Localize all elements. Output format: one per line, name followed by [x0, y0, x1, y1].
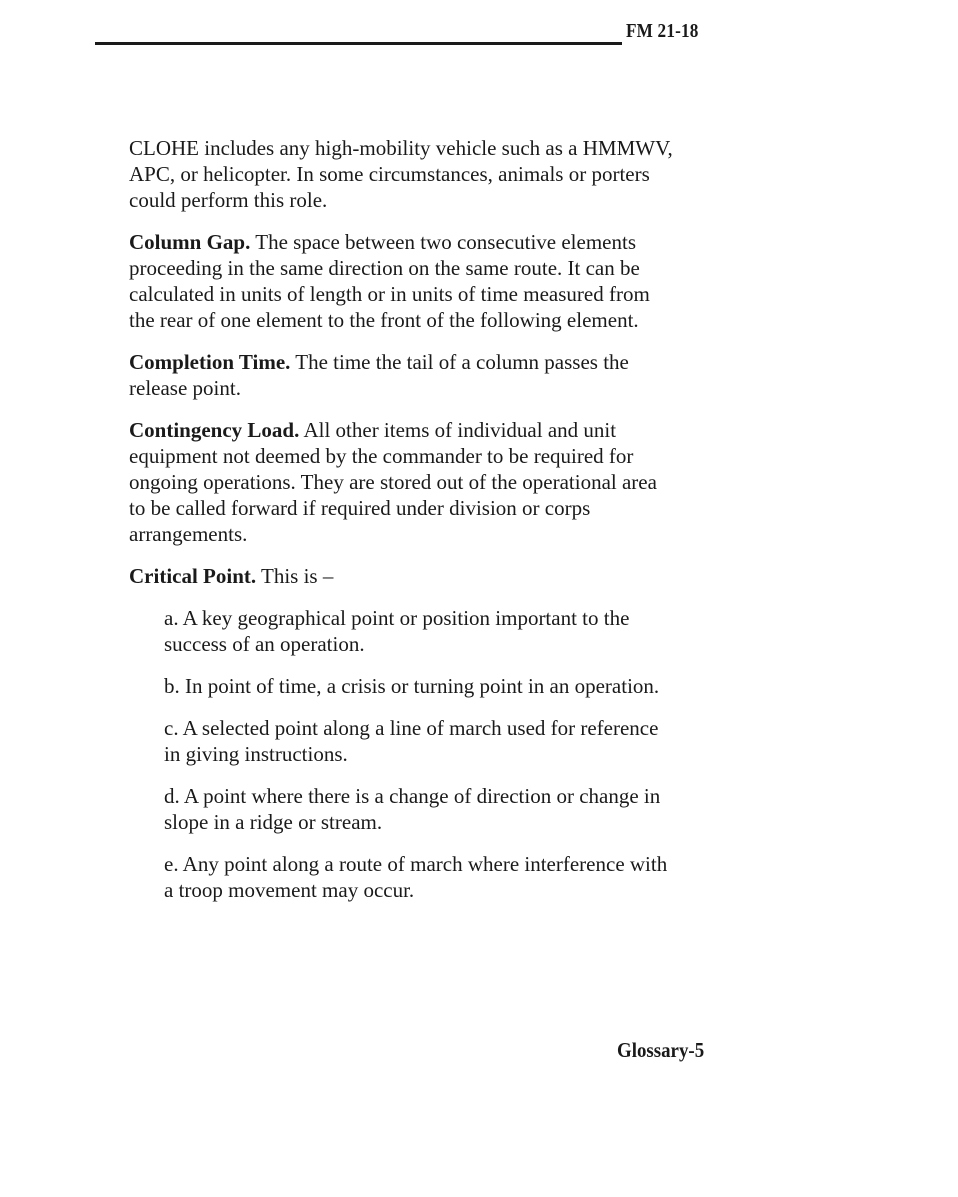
critical-point-item-c: c. A selected point along a line of march used for reference in giving instructions.: [164, 716, 659, 766]
entry-term: Column Gap.: [129, 230, 251, 254]
entry-text: All other items of individual and unit equipment not deemed by the commander to be required for ongoing operations. They are stored out of the operational area to be called forward if required under division or corps arrangements.: [129, 418, 657, 546]
entry-term: Critical Point.: [129, 564, 257, 588]
glossary-entry-clohe-continued: [129, 135, 674, 213]
entry-text: CLOHE includes any high-mobility vehicle such as a HMMWV, APC, or helicopter. In some circumstances, animals or porters could perform this role.: [129, 136, 673, 212]
critical-point-item-d: d. A point where there is a change of direction or change in slope in a ridge or stream.: [164, 784, 661, 834]
glossary-entry-critical-point: [129, 563, 674, 589]
glossary-entry-contingency-load: [129, 417, 674, 547]
critical-point-item-e: e. Any point along a route of march where interference with a troop movement may occur.: [164, 852, 668, 902]
entry-term: Contingency Load.: [129, 418, 300, 442]
glossary-content: [129, 135, 674, 919]
critical-point-item-a: a. A key geographical point or position important to the success of an operation.: [164, 606, 630, 656]
header-rule: [95, 42, 622, 45]
glossary-entry-column-gap: [129, 229, 674, 333]
entry-term: Completion Time.: [129, 350, 291, 374]
critical-point-item-b: b. In point of time, a crisis or turning point in an operation.: [164, 674, 660, 698]
entry-text: The time the tail of a column passes the release point.: [129, 350, 629, 400]
document-id: FM 21-18: [626, 20, 699, 42]
entry-text: This is –: [256, 564, 334, 588]
glossary-entry-completion-time: [129, 349, 674, 401]
page-number: Glossary-5: [617, 1038, 705, 1062]
entry-text: The space between two consecutive elements proceeding in the same direction on the same route. It can be calculated in units of length or in units of time measured from the rear of one element to the front of the following element.: [129, 230, 650, 332]
